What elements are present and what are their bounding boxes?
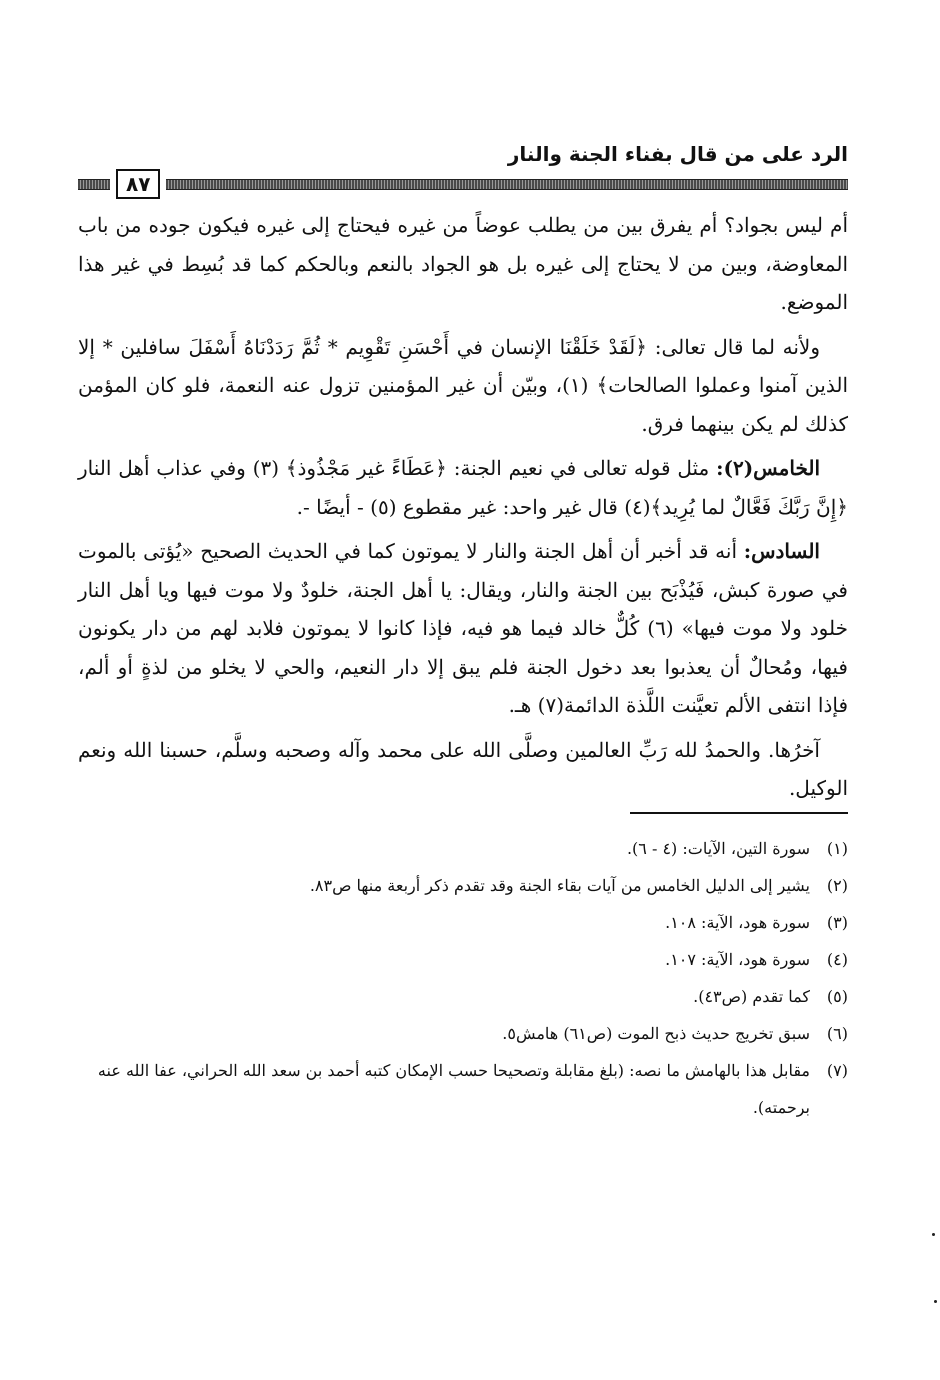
footnote-text: كما تقدم (ص٤٣). [693,986,810,1006]
footnotes [78,830,848,1126]
header-rule-bar-short [78,179,110,190]
footnote [78,1052,848,1126]
footnote-number: (٧) [826,1060,848,1080]
paragraph-text: ولأنه لما قال تعالى: ﴿لَقَدْ خَلَقْنَا الإنسان في أَحْسَنِ تَقْوِيم * ثُمَّ رَدَدْنَاهُ أَسْفَلَ سافلين * إلا الذين آمنوا وعملوا الصالحات﴾ (١)، وبيّن أن غير المؤمنين تزول عنه النعمة، فلو كان المؤمن كذلك لم يكن بينهما فرق. [78,334,849,436]
footnote-text: يشير إلى الدليل الخامس من آيات بقاء الجنة وقد تقدم ذكر أربعة منها ص٨٣. [309,875,810,895]
text-end-rule [630,812,848,814]
running-header [78,128,848,166]
running-title: الرد على من قال بفناء الجنة والنار [507,142,848,166]
footnote-text: سبق تخريج حديث ذبح الموت (ص٦١) هامش٥. [502,1023,810,1043]
paragraph-text: آخرُها. والحمدُ لله رَبِّ العالمين وصلَّى الله على محمد وآله وصحبه وسلَّم، حسبنا الله ونعم الوكيل. [78,737,848,800]
paragraph-text: أنه قد أخبر أن أهل الجنة والنار لا يموتون كما في الحديث الصحيح «يُؤتى بالموت في صورة كبش، فَيُذْبَح بين الجنة والنار، ويقال: يا أهل الجنة، خلودٌ ولا موت فيها ويا أهل النار خلود ولا موت فيها» (٦) كُلٌّ خالد فيما هو فيه، فإذا كانوا لا يموتون فلابد لهم من دار يكونون فيها، ومُحالٌ أن يعذبوا بعد دخول الجنة فلم يبق إلا دار النعيم، والحي لا يخلو من لذةٍ أو ألم، فإذا انتفى الألم تعيَّنت اللَّذة الدائمة(٧) هـ. [78,539,848,717]
paragraph-lead: الخامس(٢): [716,456,821,480]
paragraph-text: أم ليس بجواد؟ أم يفرق بين من يطلب عوضاً من غيره فيحتاج إلى غيره فيكون جوده من باب المعاوضة، وبين من لا يحتاج إلى غيره بل هو الجواد بالنعم وبالحكم كما قد بُسِط في غير هذا الموضع. [78,213,848,314]
scan-speck [932,1233,935,1236]
header-rule [78,168,848,200]
book-page [78,128,848,1126]
footnote-text: سورة التين، الآيات: (٤ - ٦). [626,838,810,858]
footnote [78,941,848,978]
footnote-text: مقابل هذا بالهامش ما نصه: (بلغ مقابلة وتصحيحا حسب الإمكان كتبه أحمد بن سعد الله الحراني، عفا الله عنه برحمته). [97,1060,810,1117]
paragraph-sixth [78,532,848,725]
header-rule-bar-long [166,179,848,190]
footnote [78,978,848,1015]
footnote-number: (٤) [826,949,848,969]
closing-paragraph [78,731,848,808]
footnote-number: (٦) [826,1023,848,1043]
scan-speck [934,1300,937,1303]
page-number: ٨٧ [116,169,160,199]
paragraph-text: مثل قوله تعالى في نعيم الجنة: ﴿عَطَاءً غير مَجْذُوذ﴾ (٣) وفي عذاب أهل النار ﴿إِنَّ رَبَّكَ فَعَّالٌ لما يُرِيد﴾(٤) قال غير واحد: غير مقطوع (٥) - أيضًا -. [78,456,848,519]
footnote-text: سورة هود، الآية: ١٠٨. [665,912,810,932]
footnote [78,1015,848,1052]
footnote [78,904,848,941]
footnote-number: (١) [826,838,848,858]
main-text [78,206,848,814]
footnote-text: سورة هود، الآية: ١٠٧. [665,949,810,969]
paragraph [78,328,848,444]
footnote [78,830,848,867]
paragraph-fifth [78,449,848,526]
footnote-number: (٥) [826,986,848,1006]
paragraph-lead: السادس: [743,539,820,563]
footnote-number: (٢) [826,875,848,895]
paragraph [78,206,848,322]
footnote-number: (٣) [826,912,848,932]
footnote [78,867,848,904]
